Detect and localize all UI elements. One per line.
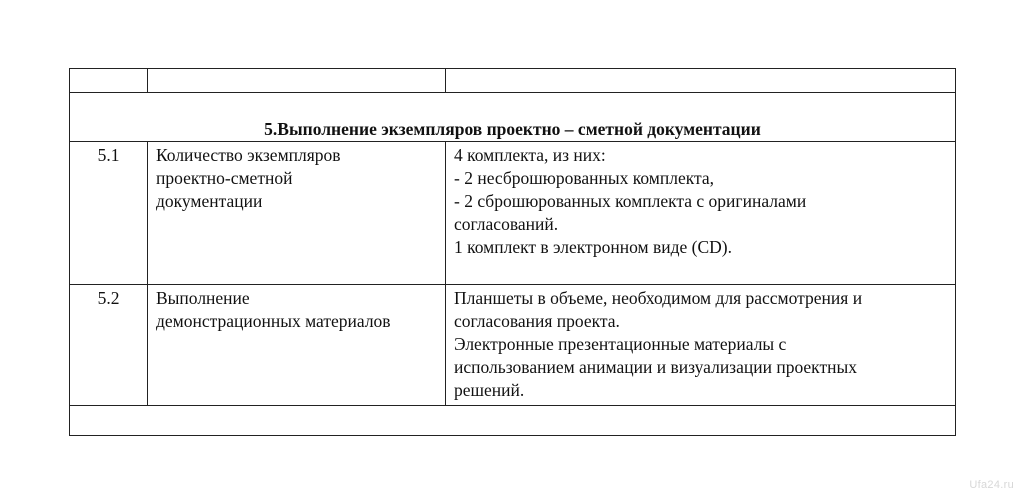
row-description-line: использованием анимации и визуализации проектных: [454, 357, 857, 377]
watermark: Ufa24.ru: [969, 479, 1014, 491]
row-name-line: документации: [156, 191, 263, 211]
empty-cell: [70, 69, 148, 93]
row-description: [446, 142, 956, 285]
row-description-line: решений.: [454, 380, 525, 400]
table-row: [70, 142, 956, 285]
row-name-line: проектно-сметной: [156, 168, 293, 188]
row-number: 5.1: [70, 142, 148, 285]
row-name-line: Количество экземпляров: [156, 145, 341, 165]
requirements-table: [69, 68, 956, 436]
row-description-line: - 2 сброшюрованных комплекта с оригиналами: [454, 191, 807, 211]
row-description-line: согласований.: [454, 214, 559, 234]
row-description-line: согласования проекта.: [454, 311, 620, 331]
row-description-line: Планшеты в объеме, необходимом для рассмотрения и: [454, 288, 863, 308]
empty-cell: [70, 406, 956, 436]
row-description-line: 4 комплекта, из них:: [454, 145, 606, 165]
table-row: [70, 285, 956, 406]
row-description-line: - 2 несброшюрованных комплекта,: [454, 168, 714, 188]
row-description-line: 1 комплект в электронном виде (CD).: [454, 237, 732, 257]
table-footer-row-empty: [70, 406, 956, 436]
section-title: 5.Выполнение экземпляров проектно – сметной документации: [70, 93, 956, 142]
row-description-line: Электронные презентационные материалы с: [454, 334, 787, 354]
empty-cell: [446, 69, 956, 93]
section-heading-row: [70, 93, 956, 142]
table-header-row-empty: [70, 69, 956, 93]
row-name-line: демонстрационных материалов: [156, 311, 391, 331]
row-name-line: Выполнение: [156, 288, 250, 308]
empty-cell: [148, 69, 446, 93]
row-description: [446, 285, 956, 406]
row-number: 5.2: [70, 285, 148, 406]
row-name: [148, 285, 446, 406]
row-name: [148, 142, 446, 285]
